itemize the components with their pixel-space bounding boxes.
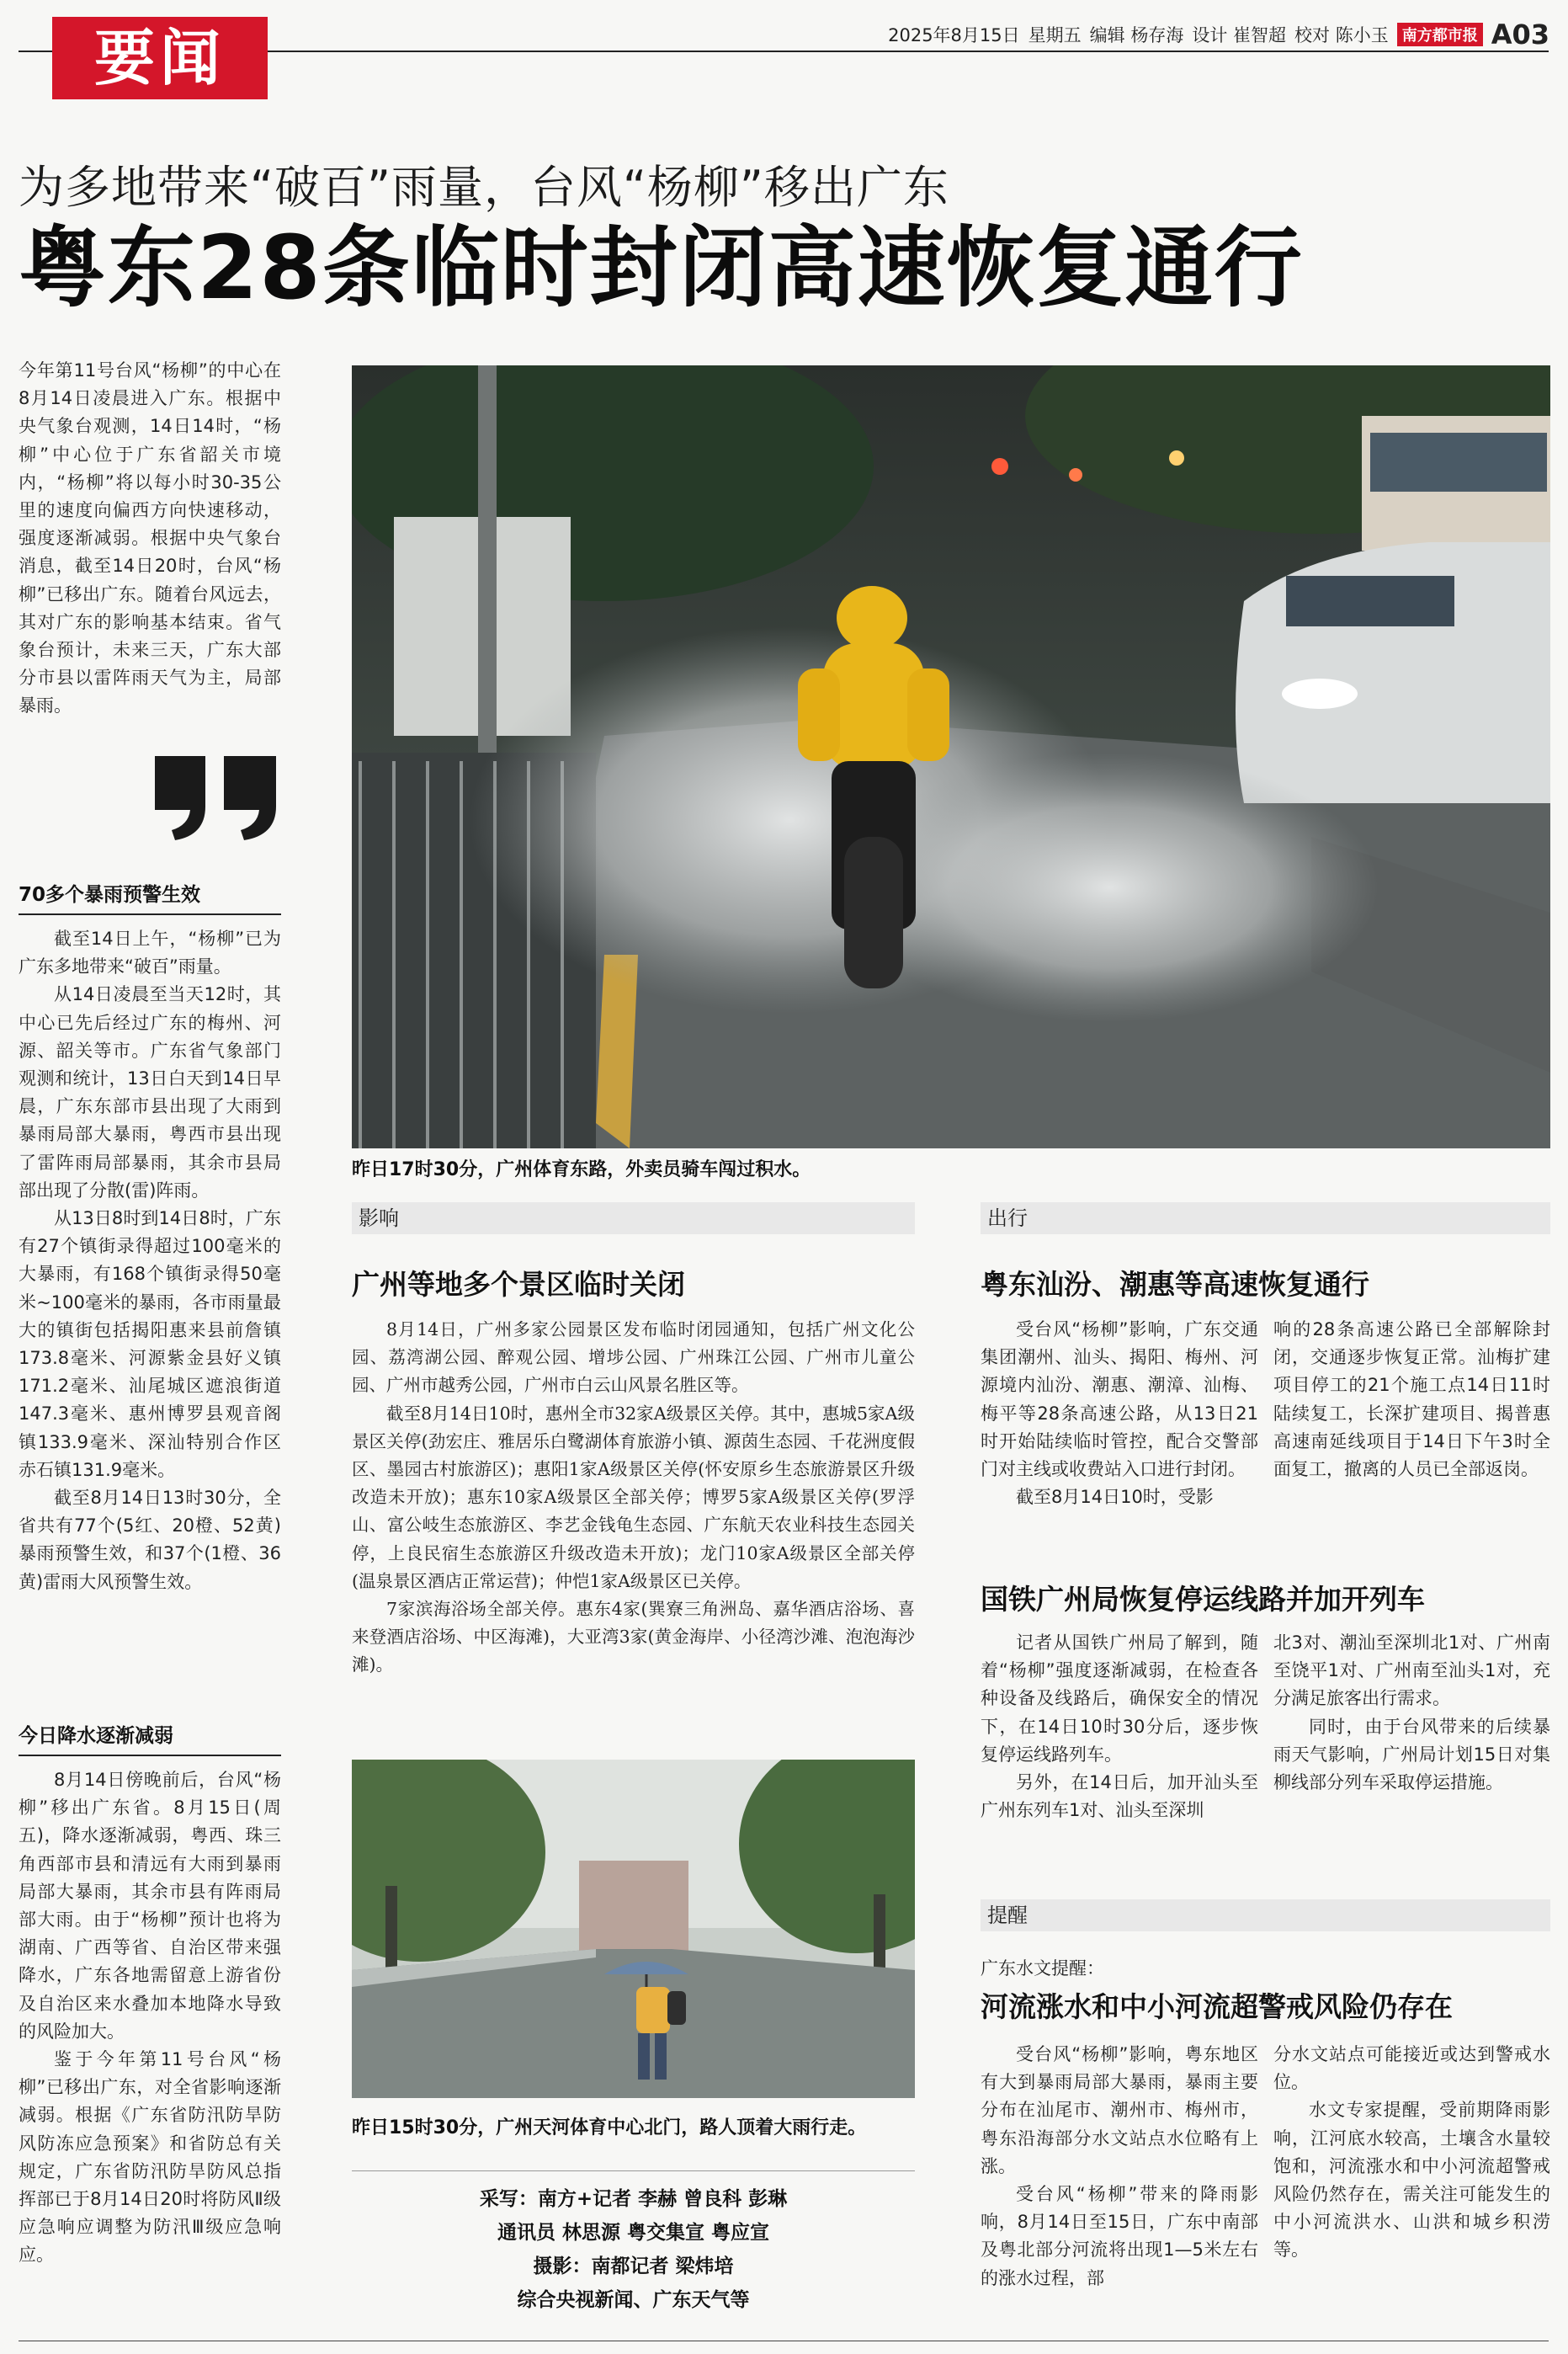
paragraph: 截至8月14日10时，惠州全市32家A级景区关停。其中，惠城5家A级景区关停(劲宏庄、雅居乐白鹭湖体育旅游小镇、源茵生态园、千花洲度假区、墨园古村旅游区)；惠阳1家A级景区关停(怀安原乡生态旅游景区升级改造未开放)；惠东10家A级景区全部关停；博罗5家A级景区关停(罗浮山、富公岐生态旅游区、李艺金钱龟生态园、广东航天农业科技生态园关停，上良民宿生态旅游区升级改造未开放)；龙门10家A级景区全部关停(温泉景区酒店正常运营)；仲恺1家A级景区已关停。 xyxy=(352,1403,915,1591)
header-designer: 设计 崔智超 xyxy=(1192,25,1287,45)
article-body-scenic-closures xyxy=(352,1316,915,1680)
subheadline: 为多地带来“破百”雨量，台风“杨柳”移出广东 xyxy=(19,161,949,214)
paragraph: 截至8月14日10时，受影 xyxy=(1016,1487,1214,1508)
section-bar-reminder: 提醒 xyxy=(981,1899,1550,1931)
highways-col-1 xyxy=(981,1316,1258,1511)
second-photo xyxy=(352,1760,915,2098)
paragraph: 分水文站点可能接近或达到警戒水位。 xyxy=(1273,2044,1550,2093)
section-bar-influence: 影响 xyxy=(352,1202,915,1234)
reminder-col-2 xyxy=(1273,2041,1550,2265)
paragraph: 同时，由于台风带来的后续暴雨天气影响，广州局计划15日对集柳线部分列车采取停运措施。 xyxy=(1273,1716,1550,1793)
credits xyxy=(352,2182,915,2317)
paragraph: 响的28条高速公路已全部解除封闭，交通逐步恢复正常。汕梅扩建项目停工的21个施工点14日11时陆续复工，长深扩建项目、揭普惠高速南延线项目于14日下午3时全面复工，撤离的人员已全部返岗。 xyxy=(1273,1319,1550,1480)
credits-line: 摄影：南都记者 梁炜培 xyxy=(533,2255,734,2277)
paragraph: 8月14日，广州多家公园景区发布临时闭园通知，包括广州文化公园、荔湾湖公园、醉观公园、增埗公园、广州珠江公园、广州市儿童公园、广州市越秀公园，广州市白云山风景名胜区等。 xyxy=(352,1319,915,1396)
paragraph: 鉴于今年第11号台风“杨柳”已移出广东，对全省影响逐渐减弱。根据《广东省防汛防旱防风防冻应急预案》和省防总有关规定，广东省防汛防旱防风总指挥部已于8月14日20时将防风Ⅱ级应急响应调整为防汛Ⅲ级应急响应。 xyxy=(19,2049,281,2266)
page-number: A03 xyxy=(1491,19,1549,51)
paragraph: 水文专家提醒，受前期降雨影响，江河底水较高，土壤含水量较饱和，河流涨水和中小河流超警戒风险仍然存在，需关注可能发生的中小河流洪水、山洪和城乡积涝等。 xyxy=(1273,2100,1550,2261)
paragraph: 受台风“杨柳”带来的降雨影响，8月14日至15日，广东中南部及粤北部分河流将出现1—5米左右的涨水过程，部 xyxy=(981,2184,1258,2288)
second-photo-caption: 昨日15时30分，广州天河体育中心北门，路人顶着大雨行走。 xyxy=(352,2117,867,2138)
paragraph: 7家滨海浴场全部关停。惠东4家(巽寮三角洲岛、嘉华酒店浴场、喜来登酒店浴场、中区海滩)，大亚湾3家(黄金海岸、小径湾沙滩、泡泡海沙滩)。 xyxy=(352,1599,915,1675)
left-section-2 xyxy=(19,1720,281,2270)
paragraph: 受台风“杨柳”影响，粤东地区有大到暴雨局部大暴雨，暴雨主要分布在汕尾市、潮州市、梅州市，粤东沿海部分水文站点水位略有上涨。 xyxy=(981,2044,1258,2176)
paragraph: 从13日8时到14日8时，广东有27个镇街录得超过100毫米的大暴雨，有168个镇街录得50毫米~100毫米的暴雨，各市雨量最大的镇街包括揭阳惠来县前詹镇173.8毫米、河源紫金县好义镇171.2毫米、汕尾城区遮浪街道147.3毫米、惠州博罗县观音阁镇133.9毫米、深汕特别合作区赤石镇131.9毫米。 xyxy=(19,1208,281,1480)
header-weekday: 星期五 xyxy=(1028,25,1082,45)
section-title-warnings: 70多个暴雨预警生效 xyxy=(19,879,281,915)
reminder-kicker: 广东水文提醒： xyxy=(981,1958,1104,1979)
section-bar-travel: 出行 xyxy=(981,1202,1550,1234)
credits-line: 综合央视新闻、广东天气等 xyxy=(517,2289,750,2311)
section-masthead: 要闻 xyxy=(52,17,268,99)
header-proofreader: 校对 陈小玉 xyxy=(1294,25,1389,45)
headline: 粤东28条临时封闭高速恢复通行 xyxy=(19,216,1304,319)
paragraph: 从14日凌晨至当天12时，其中心已先后经过广东的梅州、河源、韶关等市。广东省气象部门观测和统计，13日白天到14日早晨，广东东部市县出现了大雨到暴雨局部大暴雨，粤西市县出现了雷阵雨局部暴雨，其余市县局部出现了分散(雷)阵雨。 xyxy=(19,984,281,1201)
credits-divider xyxy=(352,2170,915,2171)
article-title-railway: 国铁广州局恢复停运线路并加开列车 xyxy=(981,1583,1425,1616)
paragraph: 受台风“杨柳”影响，广东交通集团潮州、汕头、揭阳、梅州、河源境内汕汾、潮惠、潮漳、汕梅、梅平等28条高速公路，从13日21时开始陆续临时管控，配合交警部门对主线或收费站入口进行封闭。 xyxy=(981,1319,1258,1480)
quote-mark-icon xyxy=(150,751,281,844)
highways-col-2 xyxy=(1273,1316,1550,1483)
left-section-1 xyxy=(19,879,281,1596)
railway-col-1 xyxy=(981,1629,1258,1824)
lead-paragraph xyxy=(19,357,281,721)
brand-logo: 南方都市报 xyxy=(1397,23,1483,46)
credits-line: 采写：南方+记者 李赫 曾良科 彭琳 xyxy=(479,2188,788,2210)
lead-text: 今年第11号台风“杨柳”的中心在8月14日凌晨进入广东。根据中央气象台观测，14日14时，“杨柳”中心位于广东省韶关市境内，“杨柳”将以每小时30-35公里的速度向偏西方向快速移动，强度逐渐减弱。根据中央气象台消息，截至14日20时，台风“杨柳”已移出广东。随着台风远去，其对广东的影响基本结束。省气象台预计，未来三天，广东大部分市县以雷阵雨天气为主，局部暴雨。 xyxy=(19,360,281,716)
paragraph: 截至8月14日13时30分，全省共有77个(5红、20橙、52黄)暴雨预警生效，和37个(1橙、36黄)雷雨大风预警生效。 xyxy=(19,1488,281,1592)
article-title-highways: 粤东汕汾、潮惠等高速恢复通行 xyxy=(981,1268,1369,1301)
paragraph: 另外，在14日后，加开汕头至广州东列车1对、汕头至深圳 xyxy=(981,1772,1258,1821)
paragraph: 记者从国铁广州局了解到，随着“杨柳”强度逐渐减弱，在检查各种设备及线路后，确保安全的情况下，在14日10时30分后，逐步恢复停运线路列车。 xyxy=(981,1632,1258,1765)
credits-line: 通讯员 林思源 粤交集宣 粤应宣 xyxy=(497,2222,770,2244)
header-info xyxy=(880,19,1549,51)
header-editor: 编辑 杨存海 xyxy=(1089,25,1184,45)
reminder-col-1 xyxy=(981,2041,1258,2293)
railway-col-2 xyxy=(1273,1629,1550,1797)
paragraph: 8月14日傍晚前后，台风“杨柳”移出广东省。8月15日(周五)，降水逐渐减弱，粤西、珠三角西部市县和清远有大雨到暴雨局部大暴雨，其余市县有阵雨局部大雨。由于“杨柳”预计也将为湖南、广西等省、自治区带来强降水，广东各地需留意上游省份及自治区来水叠加本地降水导致的风险加大。 xyxy=(19,1770,281,2042)
paragraph: 北3对、潮汕至深圳北1对、广州南至饶平1对、广州南至汕头1对，充分满足旅客出行需求。 xyxy=(1273,1632,1550,1709)
article-title-river-risk: 河流涨水和中小河流超警戒风险仍存在 xyxy=(981,1990,1453,2023)
main-photo xyxy=(352,365,1550,1148)
paragraph: 截至14日上午，“杨柳”已为广东多地带来“破百”雨量。 xyxy=(19,929,281,977)
section-title-rain-weakening: 今日降水逐渐减弱 xyxy=(19,1720,281,1756)
header-date: 2025年8月15日 xyxy=(888,25,1020,45)
article-title-scenic-closures: 广州等地多个景区临时关闭 xyxy=(352,1268,685,1301)
main-photo-caption: 昨日17时30分，广州体育东路，外卖员骑车闯过积水。 xyxy=(352,1159,811,1180)
